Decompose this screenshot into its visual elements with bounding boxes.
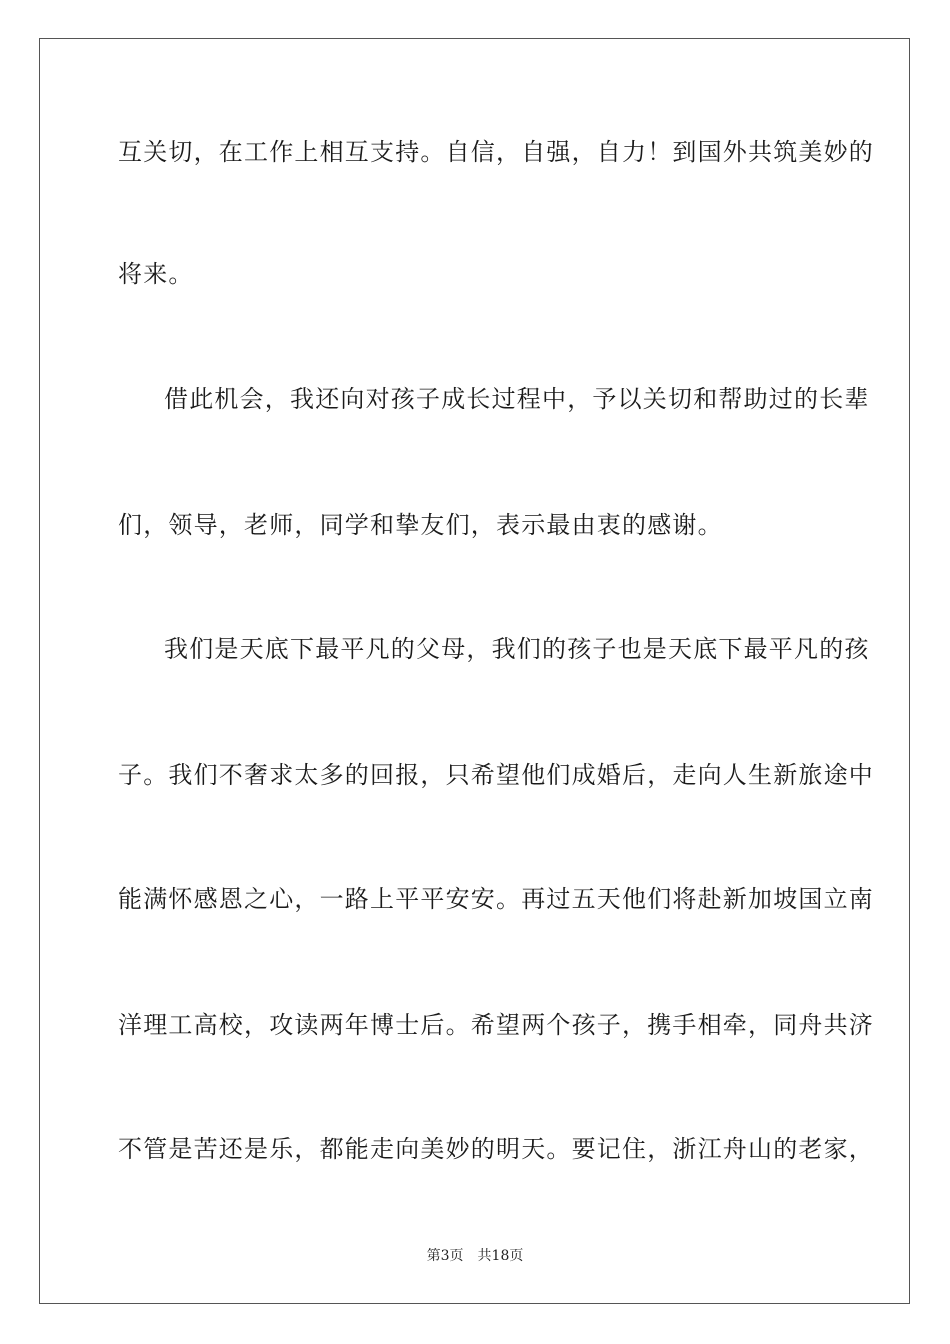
text-line: 不管是苦还是乐，都能走向美妙的明天。要记住，浙江舟山的老家， [118, 1135, 874, 1163]
paragraph-first-line: 我们是天底下最平凡的父母，我们的孩子也是天底下最平凡的孩 [164, 635, 870, 663]
paragraph-first-line: 借此机会，我还向对孩子成长过程中，予以关切和帮助过的长辈 [164, 385, 870, 413]
text-line: 将来。 [118, 260, 194, 288]
total-pages: 共18页 [477, 1248, 524, 1264]
text-line: 子。我们不奢求太多的回报，只希望他们成婚后，走向人生新旅途中 [118, 761, 874, 789]
text-line: 互关切，在工作上相互支持。自信，自强，自力！到国外共筑美妙的 [118, 138, 874, 166]
text-line: 们，领导，老师，同学和挚友们，表示最由衷的感谢。 [118, 511, 723, 539]
page-border [39, 38, 910, 1304]
page-footer [0, 1247, 950, 1265]
text-line: 能满怀感恩之心，一路上平平安安。再过五天他们将赴新加坡国立南 [118, 885, 874, 913]
text-line: 洋理工高校，攻读两年博士后。希望两个孩子，携手相牵，同舟共济 [118, 1011, 874, 1039]
page-number: 第3页 [426, 1248, 464, 1264]
